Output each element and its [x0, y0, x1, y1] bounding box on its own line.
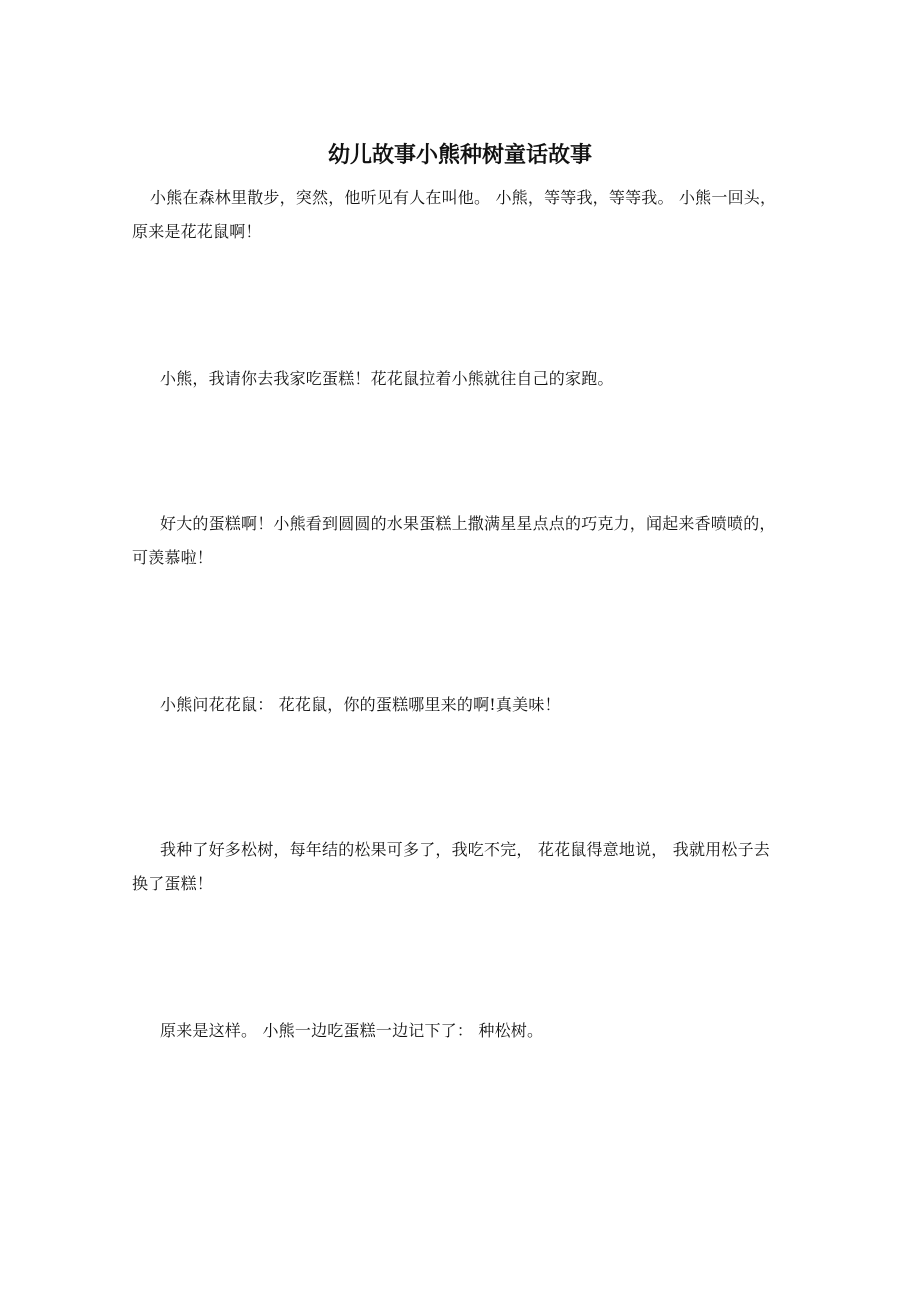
paragraph-1: 小熊在森林里散步，突然，他听见有人在叫他。 小熊，等等我，等等我。 小熊一回头，原来是花花鼠啊！ — [132, 188, 777, 241]
document-title: 幼儿故事小熊种树童话故事 — [327, 143, 592, 168]
paragraph-2: 小熊，我请你去我家吃蛋糕！花花鼠拉着小熊就往自己的家跑。 — [160, 369, 614, 388]
paragraph-5: 我种了好多松树，每年结的松果可多了，我吃不完， 花花鼠得意地说， 我就用松子去换了蛋糕！ — [132, 840, 770, 893]
paragraph-6: 原来是这样。 小熊一边吃蛋糕一边记下了： 种松树。 — [160, 1021, 544, 1040]
paragraph-3: 好大的蛋糕啊！小熊看到圆圆的水果蛋糕上撒满星星点点的巧克力，闻起来香喷喷的，可羡慕啦！ — [132, 514, 776, 567]
paragraph-4: 小熊问花花鼠： 花花鼠，你的蛋糕哪里来的啊!真美味！ — [160, 695, 561, 714]
